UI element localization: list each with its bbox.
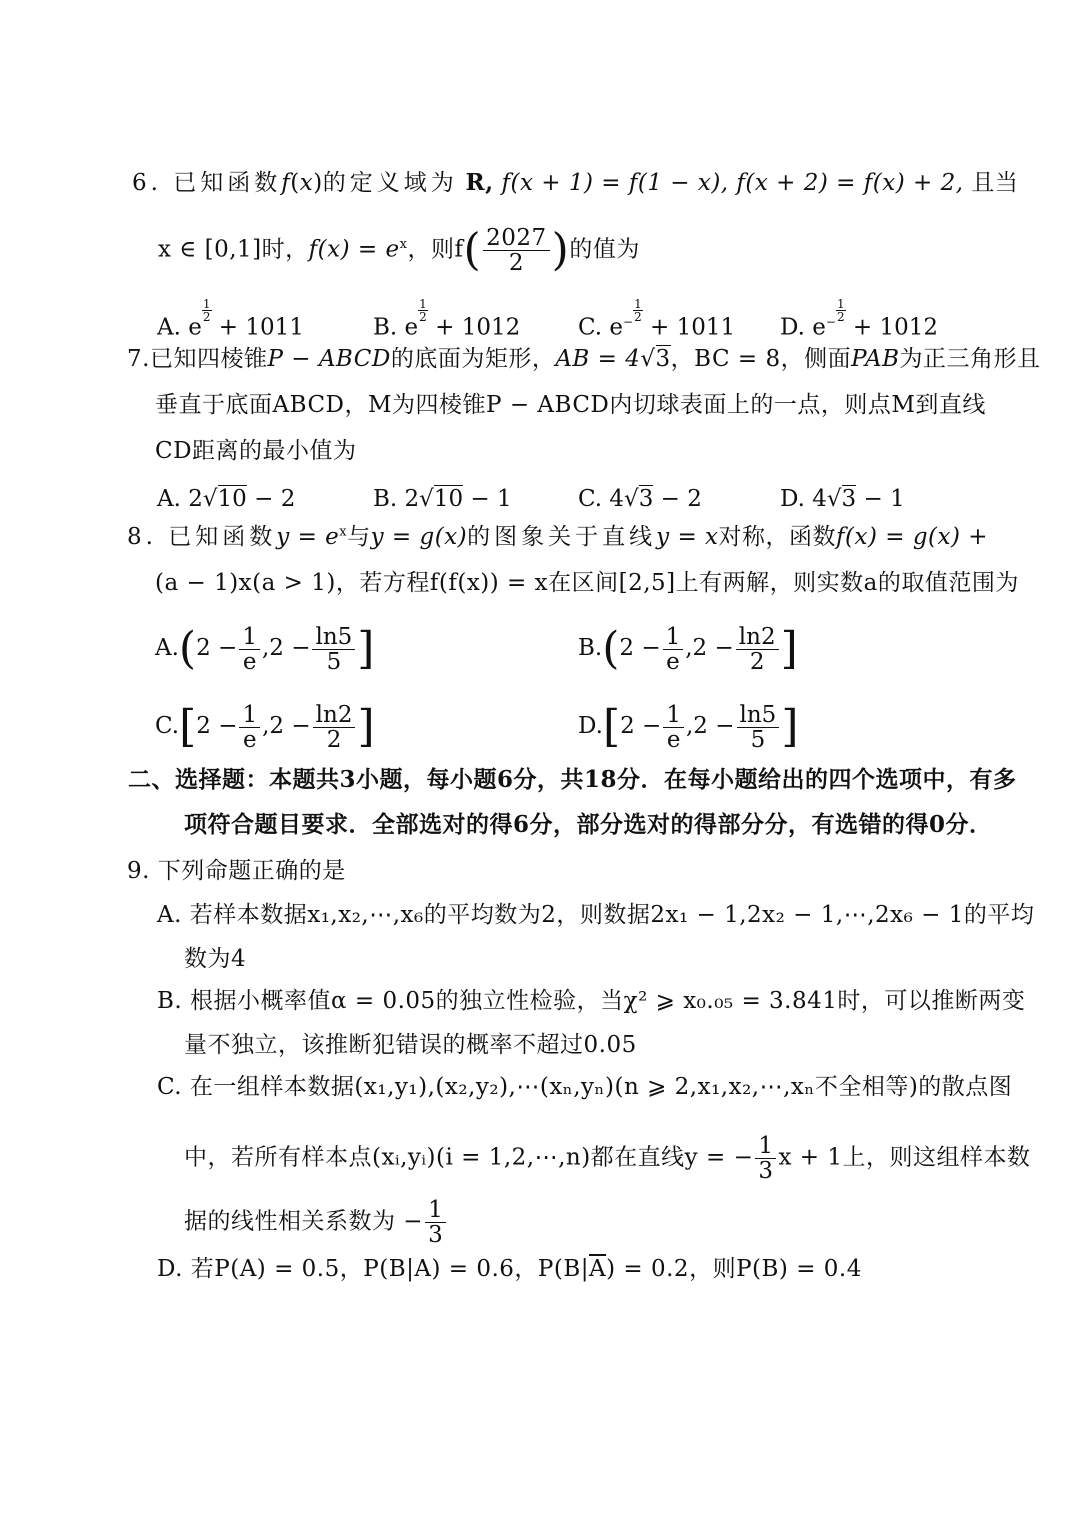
exp-den: 2 <box>419 310 427 324</box>
option-radicand: 10 <box>433 486 464 512</box>
q7-option-c <box>578 484 702 514</box>
option-text: ,2 − <box>685 713 735 739</box>
option-label: A. <box>155 635 179 661</box>
q8-line-2: (a − 1)x(a > 1)，若方程f(f(x)) = x在区间[2,5]上有两解，则实数a的取值范围为 <box>155 570 1019 596</box>
q6-text: 的值为 <box>569 236 640 263</box>
open-bracket: ( <box>178 623 197 674</box>
option-fraction <box>663 625 684 674</box>
frac-num: 1 <box>663 625 684 650</box>
option-exponent <box>623 298 643 328</box>
exp-den: 2 <box>202 310 211 324</box>
option-label: C. <box>578 314 610 341</box>
q6-option-a <box>157 298 304 343</box>
option-label: D. <box>780 486 813 512</box>
option-fraction <box>737 703 780 752</box>
frac-den: e <box>666 648 680 675</box>
frac-num: 1 <box>663 703 684 728</box>
exp-num: 1 <box>634 297 642 311</box>
exp-fraction <box>836 298 846 323</box>
q9-c-fraction-2: $\frac{1}{3}$ <box>425 1198 446 1247</box>
option-fraction <box>313 703 356 752</box>
option-fraction <box>663 703 684 752</box>
q6-option-c <box>578 298 735 343</box>
option-fraction <box>239 625 260 674</box>
option-label: B. <box>578 635 603 661</box>
q6-text: x ∈ [0,1]时， <box>158 236 309 263</box>
option-coef: 4 <box>812 486 827 512</box>
option-tail: + 1012 <box>845 314 939 341</box>
frac-den: e <box>666 726 681 753</box>
q6-exponent: x <box>399 236 408 252</box>
q7-line-1: 7.已知四棱锥P − ABCD的底面为矩形，AB = 4√3，BC = 8，侧面PAB为正三角形且 <box>127 346 1041 372</box>
q8-option-d <box>578 698 798 754</box>
option-label: A. <box>157 314 189 341</box>
sqrt-sign: √ <box>419 486 434 512</box>
q6-text: R, <box>465 169 494 196</box>
close-bracket: ] <box>781 701 799 752</box>
q6-option-b <box>373 298 520 343</box>
q6-formula: f(x + 1) = f(1 − x), f(x + 2) = f(x) + 2, <box>501 170 964 196</box>
q6-line-1: 6. 已知函数f(x)的定义域为 R, f(x + 1) = f(1 − x), f(x + 2) = f(x) + 2, 且当 <box>132 169 1019 196</box>
frac-num: ln5 <box>737 703 780 728</box>
option-exponent <box>202 298 212 328</box>
sqrt-sign: √ <box>624 486 639 512</box>
option-text: 2 − <box>196 713 238 739</box>
q7-line-2: 垂直于底面ABCD，M为四棱锥P − ABCD内切球表面上的一点，则点M到直线 <box>155 392 986 418</box>
q9-option-b-2: 量不独立，该推断犯错误的概率不超过0.05 <box>184 1032 637 1058</box>
frac-num: ln5 <box>312 625 355 650</box>
q8-option-a <box>155 620 374 676</box>
option-text: ,2 − <box>262 713 311 739</box>
option-base: e <box>609 314 624 341</box>
q9-option-a-1: A. 若样本数据x₁,x₂,⋯,x₆的平均数为2，则数据2x₁ − 1,2x₂ − 1,⋯,2x₆ − 1的平均 <box>157 902 1035 928</box>
option-label: C. <box>578 486 610 512</box>
frac-num: 1 <box>239 703 260 728</box>
q7-option-d <box>780 484 905 514</box>
option-radicand: 10 <box>217 486 247 512</box>
option-tail: + 1011 <box>642 314 736 341</box>
q9-option-c-2: 中，若所有样本点(xᵢ,yᵢ)(i = 1,2,⋯,n)都在直线y = − $\frac{1}{3}$ x + 1上，则这组样本数 <box>184 1133 1031 1184</box>
option-base: e <box>404 314 419 341</box>
option-tail: + 1012 <box>427 314 521 341</box>
q9-option-b-1: B. 根据小概率值α = 0.05的独立性检验，当χ² ⩾ x₀.₀₅ = 3.841时，可以推断两变 <box>157 988 1026 1014</box>
option-tail: − 1 <box>463 486 512 512</box>
option-tail: − 1 <box>856 486 905 512</box>
option-tail: − 2 <box>653 486 702 512</box>
exp-den: 2 <box>634 310 642 324</box>
section2-heading-1: 二、选择题：本题共3小题，每小题6分，共18分．在每小题给出的四个选项中，有多 <box>128 766 1017 793</box>
option-label: A. <box>157 486 189 512</box>
q6-formula: f(x) = e <box>308 236 400 263</box>
close-bracket: ] <box>357 623 375 674</box>
option-exponent <box>826 298 846 328</box>
q6-text: 的定义域为 <box>322 170 458 196</box>
q6-text: 且当 <box>971 170 1019 196</box>
close-bracket: ] <box>780 623 798 674</box>
exp-num: 1 <box>836 297 845 311</box>
frac-den: 2 <box>326 726 342 753</box>
option-label: D. <box>780 314 813 341</box>
option-text: 2 − <box>620 713 662 739</box>
frac-den: 2 <box>749 648 765 675</box>
q9-option-d: D. 若P(A) = 0.5，P(B|A) = 0.6，$P(B|\overline{A}) = 0.2$，则P(B) = 0.4 <box>157 1256 862 1282</box>
q6-text: ，则f <box>407 236 464 263</box>
option-radicand: 3 <box>841 486 857 512</box>
frac-den: 5 <box>750 726 766 753</box>
q7-radicand: 3 <box>655 346 671 372</box>
exp-fraction <box>418 298 428 323</box>
open-bracket: [ <box>179 701 197 752</box>
exp-sign: − <box>623 315 634 329</box>
option-base: e <box>812 314 826 341</box>
q9-option-a-2: 数为4 <box>184 946 247 972</box>
q6-text: 6. 已知函数 <box>132 170 282 196</box>
q6-fraction: $\frac{2027}{2}$ <box>483 226 550 275</box>
q9-option-c-1: C. 在一组样本数据(x₁,y₁),(x₂,y₂),⋯(xₙ,yₙ)(n ⩾ 2,x₁,x₂,⋯,xₙ不全相等)的散点图 <box>157 1074 1013 1100</box>
option-label: D. <box>578 713 603 739</box>
exp-fraction <box>202 298 212 323</box>
frac-den: e <box>242 726 257 753</box>
q9-c-fraction: $\frac{1}{3}$ <box>755 1134 776 1183</box>
option-text: ,2 − <box>685 635 734 661</box>
q8-line-1: 8. 已知函数$y = e^x$与y = g(x)的图象关于直线y = x对称，函数f(x) = g(x) + <box>127 524 989 550</box>
q9-stem: 9. 下列命题正确的是 <box>127 858 346 884</box>
q6-line-2: x ∈ [0,1]时，$f(x) = e^x$，则f( $\frac{2027}{2}$ )的值为 <box>158 224 640 276</box>
exp-den: 2 <box>836 310 845 324</box>
frac-den: 5 <box>326 648 342 675</box>
option-exponent <box>418 298 428 328</box>
open-bracket: ( <box>602 623 620 674</box>
sqrt-sign: √ <box>826 486 842 512</box>
option-fraction <box>736 625 779 674</box>
frac-den: e <box>242 648 257 675</box>
q7-option-a <box>157 484 295 514</box>
close-bracket: ] <box>357 701 375 752</box>
option-label: C. <box>155 713 180 739</box>
option-text: 2 − <box>196 635 238 661</box>
q8-option-c <box>155 698 375 754</box>
option-fraction <box>312 625 355 674</box>
frac-num: 1 <box>239 625 260 650</box>
option-text: ,2 − <box>261 635 311 661</box>
exp-num: 1 <box>202 297 211 311</box>
q8-option-b <box>578 620 798 676</box>
option-base: e <box>188 314 202 341</box>
section2-heading-2: 项符合题目要求．全部选对的得6分，部分选对的得部分分，有选错的得0分． <box>184 811 993 838</box>
option-coef: 4 <box>609 486 625 512</box>
frac-num: ln2 <box>313 703 356 728</box>
q9-option-c-3: 据的线性相关系数为 − $\frac{1}{3}$ <box>184 1198 448 1247</box>
exp-sign: − <box>825 315 836 329</box>
q7-line-3: CD距离的最小值为 <box>155 438 357 464</box>
q7-option-b <box>373 484 512 514</box>
option-coef: 2 <box>404 486 420 512</box>
open-bracket: [ <box>602 701 621 752</box>
exp-fraction <box>633 298 643 323</box>
option-tail: − 2 <box>246 486 296 512</box>
option-fraction <box>239 703 260 752</box>
exp-num: 1 <box>419 297 427 311</box>
option-coef: 2 <box>188 486 203 512</box>
q6-option-d <box>780 298 938 343</box>
option-label: B. <box>373 486 405 512</box>
option-radicand: 3 <box>638 486 654 512</box>
option-tail: + 1011 <box>211 314 304 341</box>
option-label: B. <box>373 314 405 341</box>
sqrt-sign: √ <box>202 486 218 512</box>
option-text: 2 − <box>619 635 661 661</box>
frac-num: ln2 <box>736 625 779 650</box>
